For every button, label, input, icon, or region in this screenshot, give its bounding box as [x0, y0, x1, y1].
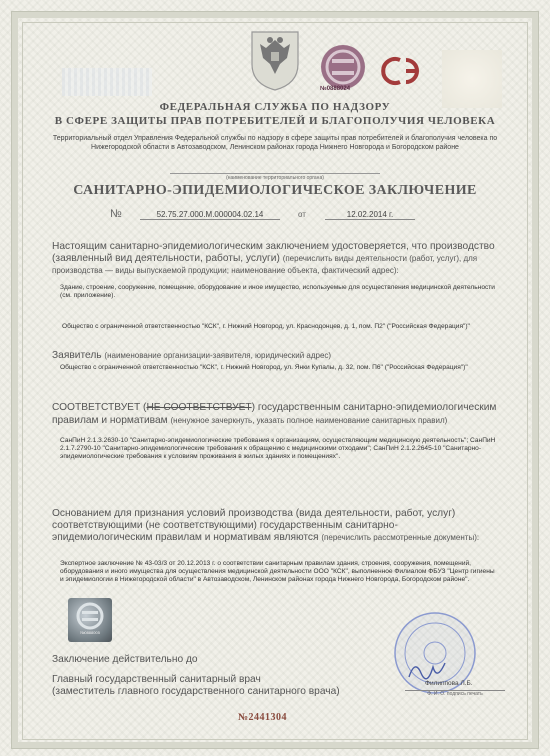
- form-number: №2441304: [238, 712, 288, 723]
- chief-line1: Главный государственный санитарный врач: [52, 674, 261, 685]
- signer-name: Филиппова Л.Б.: [425, 680, 473, 687]
- department-caption: (наименование территориального органа): [170, 173, 380, 181]
- conforms-hint: (ненужное зачеркнуть, указать полное наименование санитарных правил): [170, 416, 448, 425]
- applicant-heading: [52, 350, 498, 362]
- document-title: САНИТАРНО-ЭПИДЕМИОЛОГИЧЕСКОЕ ЗАКЛЮЧЕНИЕ: [73, 183, 477, 198]
- conformity-statement: СООТВЕТСТВУЕТ (НЕ СООТВЕТСТВУЕТ) государственным санитарно-эпидемиологическим правилам и нормативам (ненужное зачеркнуть, указать полное наименование санитарных правил): [52, 402, 497, 426]
- decorative-pattern: [62, 68, 152, 96]
- conforms-rest: государственным санитарно-эпидемиологическим правилам и нормативам: [52, 402, 497, 426]
- hologram-code: №0888005: [80, 630, 100, 635]
- basis-paragraph: [52, 508, 498, 544]
- conforms-word: СООТВЕТСТВУЕТ: [52, 402, 141, 413]
- number-label: №: [110, 208, 122, 220]
- signer-caption: Ф. И. О. подпись печать: [405, 690, 505, 697]
- intro-text: Настоящим санитарно-эпидемиологическим заключением удостоверяется, что производство (заявленный вид деятельности, работы, услуги): [52, 241, 495, 264]
- hologram-emblem-icon: [68, 598, 112, 642]
- hologram-sticker: [68, 598, 112, 642]
- validity-label: Заключение действительно до: [52, 654, 198, 665]
- cs-conformity-icon: [380, 55, 424, 87]
- applicant-hint: (наименование организации-заявителя, юридический адрес): [104, 351, 332, 360]
- basis-documents: Экспертное заключение № 43-03/3 от 20.12.2013 г. о соответствии санитарным правилам здания, строения, сооружения, помещений, оборудования и иного имущества для осуществления медицинской деятельности ООО "КСК", выполненное Филиалом ФБУЗ "Центр гигиены и эпидемиологии в Нижегородской области" в Автозаводском, Ленинском районах города Нижнего Новгорода, Богородском районе".: [60, 560, 495, 583]
- chief-line2: (заместитель главного государственного санитарного врача): [52, 686, 340, 697]
- basis-hint: (перечислить рассмотренные документы):: [321, 533, 480, 542]
- document-date: 12.02.2014 г.: [325, 210, 415, 220]
- intro-paragraph: [52, 241, 498, 277]
- chief-doctor-title: [52, 674, 382, 698]
- agency-title: [40, 100, 510, 128]
- date-label: от: [298, 210, 306, 219]
- object-description: Здание, строение, сооружение, помещение, оборудование и иное имущество, используемые для осуществления медицинской деятельности (см. приложение).: [60, 284, 495, 299]
- coat-of-arms-icon: [246, 28, 304, 92]
- applicant-label: Заявитель: [52, 350, 102, 361]
- basis-text: Основанием для признания условий производства (вида деятельности, работ, услуг) соответствующими (не соответствующими) государственным санитарно-эпидемиологическим правилам и нормативам являются: [52, 508, 456, 543]
- document-number-row: [110, 210, 430, 222]
- agency-title-line2: В СФЕРЕ ЗАЩИТЫ ПРАВ ПОТРЕБИТЕЛЕЙ И БЛАГОПОЛУЧИЯ ЧЕЛОВЕКА: [54, 115, 496, 127]
- mark-code: №0888024: [320, 86, 351, 92]
- agency-title-line1: ФЕДЕРАЛЬНАЯ СЛУЖБА ПО НАДЗОРУ: [159, 101, 391, 113]
- applicant-details: Общество с ограниченной ответственностью "КСК", г. Нижний Новгород, ул. Янки Купалы, д. 32, пом. П6" ("Российская Федерация")": [60, 364, 468, 371]
- document-number: 52.75.27.000.М.000004.02.14: [140, 210, 280, 220]
- intro-hint: (перечислить виды деятельности (работ, услуг), для производства — виды выпускаемой продукции; наименование объекта, фактический адрес):: [52, 254, 478, 275]
- sanitary-rules: СанПиН 2.1.3.2630-10 "Санитарно-эпидемиологические требования к организациям, осуществляющим медицинскую деятельность"; СанПиН 2.1.7.2790-10 "Санитарно-эпидемиологические требования к обращению с медицинскими отходами"; СанПиН 2.1.2.2645-10 "Санитарно-эпидемиологические требования к условиям проживания в жилых зданиях и помещениях".: [60, 437, 496, 460]
- object-address: Общество с ограниченной ответственностью "КСК", г. Нижний Новгород, ул. Краснодонцев, д. 1, пом. П2" ("Российская Федерация")": [62, 323, 470, 330]
- department-name: Территориальный отдел Управления Федеральной службы по надзору в сфере защиты прав потребителей и благополучия человека по Нижегородской области в Автозаводском, Ленинском районах города Нижнего Новгорода и Богородском районе: [52, 135, 498, 151]
- not-conforms-word: НЕ СООТВЕТСТВУЕТ: [146, 402, 252, 413]
